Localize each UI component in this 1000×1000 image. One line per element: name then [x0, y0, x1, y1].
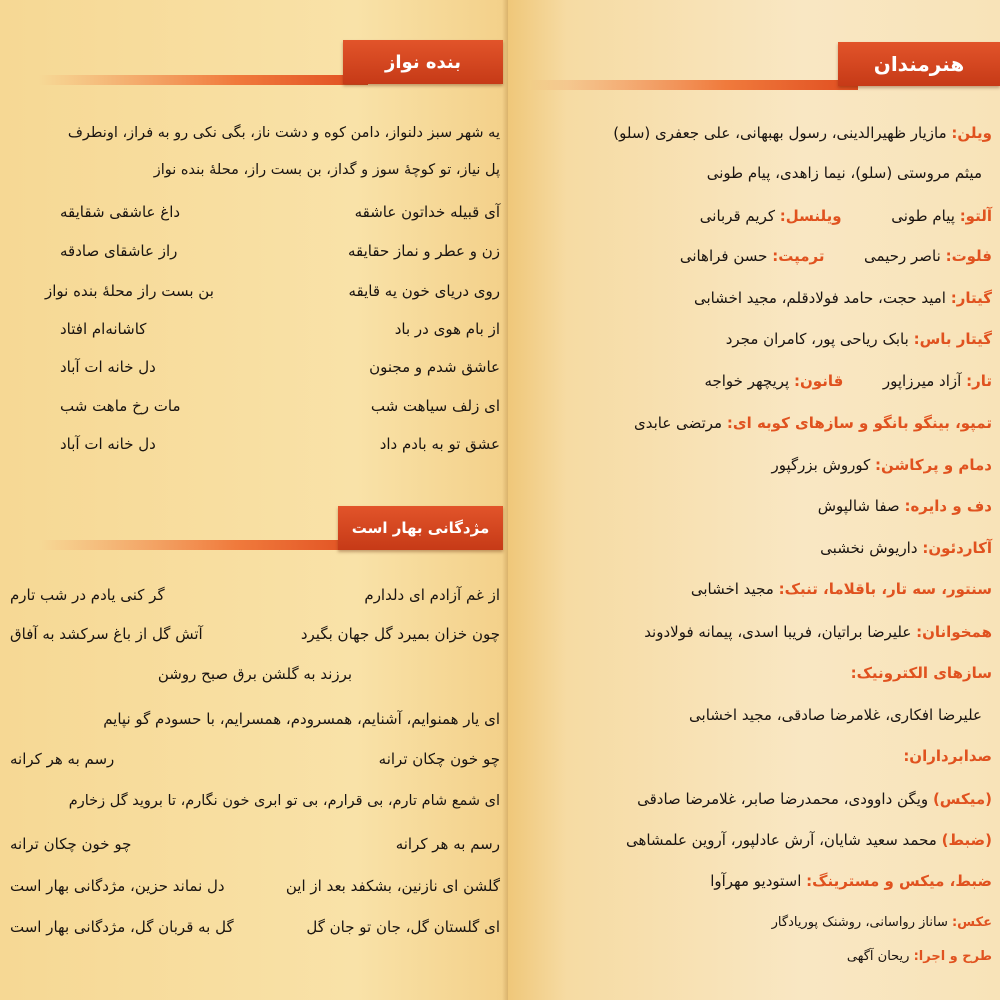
song1-intro-line-1: یه شهر سبز دلنواز، دامن کوه و دشت ناز، بگی نکی رو به فراز، اونطرف [67, 125, 500, 141]
song1-verse: زن و عطر و نماز حقایقه راز عاشقای صادقه [60, 242, 500, 260]
credit-electronic-label: سازهای الکترونیک: [850, 664, 992, 682]
credit-chorus: همخوانان: علیرضا براتیان، فریبا اسدی، پیمانه فولادوند [644, 623, 992, 641]
song2-long-line-1: ای یار همنوایم، آشنایم، همسرودم، همسرایم، با حسودم گو نپایم [103, 710, 500, 728]
song1-intro-line-2: پل نیاز، تو کوچهٔ سوز و گداز، بن بست راز، محلهٔ بنده نواز [153, 162, 500, 178]
song2-long-line-2: ای شمع شام تارم، بی قرارم، بی تو ابری خون نگارم، تا بروید گل زخارم [68, 793, 500, 809]
credit-drums: دمام و پرکاشن: کوروش بزرگپور [771, 456, 992, 474]
credit-violin-cont: میثم مروستی (سلو)، نیما زاهدی، پیام طونی [706, 164, 982, 182]
credit-alto-cello: آلتو: پیام طونی ویلنسل: کریم قربانی [699, 207, 992, 225]
credit-violin: ویلن: مازیار ظهیرالدینی، رسول بهبهانی، علی جعفری (سلو) [613, 124, 992, 142]
credit-bass: گیتار باس: بابک ریاحی پور، کامران مجرد [725, 330, 992, 348]
song2-verse: چو خون چکان ترانه رسم به هر کرانه [10, 750, 500, 768]
credit-design: طرح و اجرا: ریحان آگهی [846, 949, 992, 964]
song2-verse: از غم آزادم ای دلدارم گر کنی یادم در شب تارم [10, 586, 500, 604]
song1-verse: عشق تو به بادم داد دل خانه ات آباد [60, 435, 500, 453]
credit-santur: سنتور، سه تار، باقلاما، تنبک: مجید اخشابی [690, 580, 992, 598]
credit-mix: (میکس) ویگن داوودی، محمدرضا صابر، غلامرضا صادقی [637, 790, 992, 808]
credit-percussion: تمپو، بینگو بانگو و سازهای کوبه ای: مرتضی عابدی [633, 414, 992, 432]
song2-title: مژدگانی بهار است [351, 519, 490, 537]
credits-list [508, 0, 992, 1000]
song1-verse: آی قبیله خداتون عاشقه داغ عاشقی شقایقه [60, 203, 500, 221]
right-page [508, 0, 1000, 1000]
credit-accordion: آکاردئون: داریوش نخشبی [820, 539, 992, 557]
credit-mastering: ضبط، میکس و مسترینگ: استودیو مهرآوا [710, 872, 992, 890]
artists-title: هنرمندان [873, 52, 965, 76]
song2-verse: رسم به هر کرانه چو خون چکان ترانه [10, 835, 500, 853]
song1-verse: از بام هوی در باد کاشانه‌ام افتاد [60, 320, 500, 338]
song2-verse: چون خزان بمیرد گل جهان بگیرد آتش گل از باغ سرکشد به آفاق [10, 625, 500, 643]
credit-photo: عکس: ساناز رواسانی، روشنک پوریادگار [771, 915, 992, 930]
credit-electronic-value: علیرضا افکاری، غلامرضا صادقی، مجید اخشابی [689, 706, 982, 724]
credit-record: (ضبط) محمد سعید شایان، آرش عادلپور، آروین علمشاهی [625, 831, 992, 849]
song2-lyrics [10, 0, 500, 1000]
credit-guitar: گیتار: امید حجت، حامد فولادقلم، مجید اخشابی [693, 289, 992, 307]
song1-title: بنده نواز [385, 51, 461, 73]
credit-daf: دف و دایره: صفا شالپوش [817, 497, 992, 515]
song2-verse: گلشن ای نازنین، بشکفد بعد از این دل نماند حزین، مژدگانی بهار است [10, 877, 500, 895]
song2-center-line: برزند به گلشن برق صبح روشن [157, 665, 353, 683]
song1-verse: ای زلف سیاهت شب مات رخ ماهت شب [60, 397, 500, 415]
song1-verse: روی دریای خون یه قایقه بن بست راز محلهٔ بنده نواز [45, 282, 500, 300]
credit-sound-label: صدابرداران: [903, 747, 992, 765]
song2-verse: ای گلستان گل، جان تو جان گل گل به قربان گل، مژدگانی بهار است [10, 918, 500, 936]
credit-tar-qanun: تار: آزاد میرزاپور قانون: پریچهر خواجه [704, 372, 992, 390]
credit-flute-trumpet: فلوت: ناصر رحیمی ترمپت: حسن فراهانی [679, 247, 992, 265]
song1-verse: عاشق شدم و مجنون دل خانه ات آباد [60, 358, 500, 376]
